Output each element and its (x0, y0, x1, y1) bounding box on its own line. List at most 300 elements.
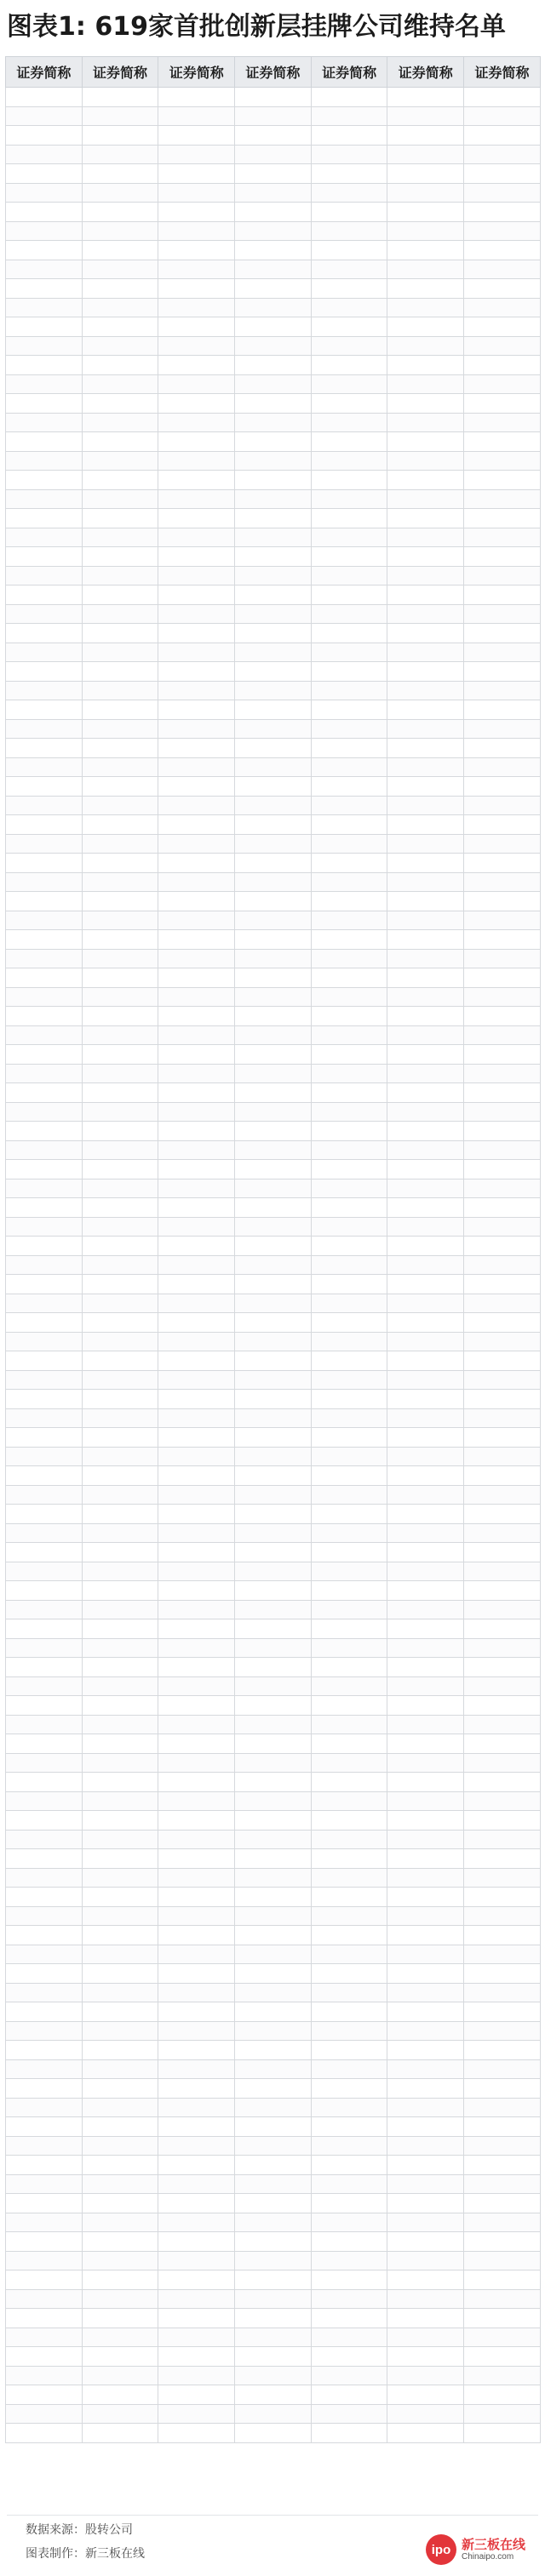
company-cell (464, 968, 541, 988)
company-cell (158, 815, 235, 835)
company-cell (311, 1581, 387, 1601)
company-cell (158, 1811, 235, 1831)
company-cell (235, 1581, 312, 1601)
company-cell (464, 2041, 541, 2060)
table-row (6, 1715, 541, 1734)
company-cell (311, 2328, 387, 2347)
company-cell (235, 106, 312, 126)
table-row (6, 1351, 541, 1371)
company-cell (158, 1045, 235, 1065)
company-cell (387, 1007, 464, 1026)
table-row (6, 2424, 541, 2443)
company-cell (464, 1198, 541, 1218)
company-cell (387, 2174, 464, 2194)
company-cell (387, 815, 464, 835)
company-cell (387, 471, 464, 490)
company-cell (158, 164, 235, 184)
company-cell (464, 1370, 541, 1390)
company-cell (82, 1562, 158, 1581)
company-cell (82, 336, 158, 356)
company-cell (82, 1255, 158, 1275)
table-row (6, 528, 541, 547)
company-cell (387, 1773, 464, 1792)
company-cell (82, 2385, 158, 2405)
company-cell (235, 1543, 312, 1562)
company-cell (464, 872, 541, 892)
company-cell (158, 1676, 235, 1696)
company-cell (82, 1390, 158, 1409)
company-cell (158, 2309, 235, 2328)
company-cell (311, 624, 387, 643)
company-cell (6, 1313, 83, 1333)
company-cell (464, 183, 541, 203)
company-cell (464, 1562, 541, 1581)
company-cell (311, 968, 387, 988)
company-cell (235, 489, 312, 509)
company-cell (6, 106, 83, 126)
table-row (6, 1447, 541, 1466)
company-cell (464, 356, 541, 375)
company-cell (158, 2079, 235, 2099)
company-cell (158, 2059, 235, 2079)
table-row (6, 624, 541, 643)
company-cell (311, 2213, 387, 2232)
company-cell (464, 2156, 541, 2175)
company-cell (235, 854, 312, 873)
company-cell (387, 1160, 464, 1179)
company-cell (6, 796, 83, 815)
company-cell (464, 260, 541, 279)
company-cell (387, 2021, 464, 2041)
company-cell (158, 1906, 235, 1926)
company-cell (6, 1926, 83, 1945)
company-cell (387, 2289, 464, 2309)
company-cell (387, 489, 464, 509)
company-cell (82, 1581, 158, 1601)
company-cell (387, 1237, 464, 1256)
company-cell (158, 1505, 235, 1524)
company-cell (158, 854, 235, 873)
company-cell (158, 1562, 235, 1581)
company-cell (387, 1676, 464, 1696)
company-cell (311, 374, 387, 394)
company-cell (6, 1083, 83, 1103)
company-cell (464, 1064, 541, 1083)
company-cell (158, 1447, 235, 1466)
company-cell (387, 739, 464, 758)
company-cell (311, 930, 387, 950)
company-cell (82, 1179, 158, 1198)
company-cell (464, 317, 541, 337)
company-cell (235, 930, 312, 950)
company-cell (387, 757, 464, 777)
company-cell (464, 700, 541, 720)
company-cell (6, 854, 83, 873)
company-cell (387, 1485, 464, 1505)
company-cell (387, 1428, 464, 1448)
names-table (5, 56, 541, 2443)
company-cell (158, 1868, 235, 1888)
company-cell (311, 1791, 387, 1811)
table-row (6, 1696, 541, 1716)
company-cell (82, 1849, 158, 1869)
company-cell (311, 1160, 387, 1179)
table-row (6, 1025, 541, 1045)
company-cell (387, 2328, 464, 2347)
company-cell (464, 1025, 541, 1045)
company-cell (82, 451, 158, 471)
company-cell (82, 1676, 158, 1696)
table-row (6, 2194, 541, 2213)
company-cell (464, 643, 541, 662)
company-cell (464, 88, 541, 107)
company-cell (158, 183, 235, 203)
company-cell (235, 1332, 312, 1351)
company-cell (387, 1045, 464, 1065)
company-cell (6, 1294, 83, 1313)
table-row (6, 1428, 541, 1448)
company-cell (235, 2041, 312, 2060)
company-cell (235, 2347, 312, 2367)
table-row (6, 1390, 541, 1409)
company-cell (82, 777, 158, 797)
company-cell (464, 2002, 541, 2022)
company-cell (464, 1351, 541, 1371)
company-cell (235, 2270, 312, 2290)
company-cell (158, 1888, 235, 1907)
company-cell (387, 1983, 464, 2002)
company-cell (235, 2174, 312, 2194)
company-cell (235, 2156, 312, 2175)
company-cell (387, 2232, 464, 2252)
company-cell (82, 374, 158, 394)
company-cell (387, 1370, 464, 1390)
company-cell (235, 834, 312, 854)
company-cell (82, 815, 158, 835)
company-cell (82, 1926, 158, 1945)
table-row (6, 413, 541, 432)
company-cell (311, 145, 387, 164)
company-cell (387, 1906, 464, 1926)
company-cell (6, 2366, 83, 2385)
company-cell (235, 2424, 312, 2443)
company-cell (158, 1313, 235, 1333)
table-row (6, 336, 541, 356)
company-cell (311, 1007, 387, 1026)
company-cell (235, 317, 312, 337)
company-cell (464, 1275, 541, 1294)
company-cell (235, 260, 312, 279)
company-cell (464, 1045, 541, 1065)
table-row (6, 2174, 541, 2194)
company-cell (82, 2156, 158, 2175)
company-cell (311, 489, 387, 509)
company-cell (311, 2232, 387, 2252)
company-cell (235, 1294, 312, 1313)
company-cell (464, 1638, 541, 1658)
table-row (6, 2404, 541, 2424)
company-cell (464, 203, 541, 222)
company-cell (311, 1773, 387, 1792)
company-cell (158, 1179, 235, 1198)
company-cell (235, 2136, 312, 2156)
company-cell (235, 739, 312, 758)
company-cell (311, 949, 387, 968)
company-cell (235, 1466, 312, 1486)
company-cell (6, 2098, 83, 2117)
company-cell (235, 2213, 312, 2232)
company-cell (311, 1122, 387, 1141)
company-cell (158, 1523, 235, 1543)
table-row (6, 509, 541, 528)
company-cell (387, 834, 464, 854)
company-cell (158, 1715, 235, 1734)
table-row (6, 2156, 541, 2175)
company-cell (311, 413, 387, 432)
company-cell (158, 2328, 235, 2347)
company-cell (82, 298, 158, 317)
table-row (6, 1255, 541, 1275)
company-cell (158, 1275, 235, 1294)
company-cell (82, 2309, 158, 2328)
company-cell (235, 1428, 312, 1448)
company-cell (311, 1868, 387, 1888)
company-cell (311, 1313, 387, 1333)
company-cell (311, 451, 387, 471)
company-cell (158, 1332, 235, 1351)
table-row (6, 1408, 541, 1428)
table-row (6, 2309, 541, 2328)
company-cell (464, 1466, 541, 1486)
company-cell (82, 1275, 158, 1294)
company-cell (6, 336, 83, 356)
company-cell (387, 1332, 464, 1351)
company-cell (311, 757, 387, 777)
company-cell (311, 2289, 387, 2309)
company-cell (235, 336, 312, 356)
company-cell (464, 1160, 541, 1179)
company-cell (387, 1466, 464, 1486)
company-cell (6, 834, 83, 854)
company-cell (235, 719, 312, 739)
table-row (6, 164, 541, 184)
company-cell (235, 145, 312, 164)
table-row (6, 834, 541, 854)
company-cell (311, 2309, 387, 2328)
company-cell (82, 1140, 158, 1160)
company-cell (82, 2404, 158, 2424)
company-cell (6, 719, 83, 739)
company-cell (311, 872, 387, 892)
company-cell (6, 1581, 83, 1601)
company-cell (387, 2098, 464, 2117)
company-cell (6, 1351, 83, 1371)
company-cell (464, 892, 541, 911)
company-cell (82, 1888, 158, 1907)
company-cell (82, 2059, 158, 2079)
table-row (6, 2328, 541, 2347)
company-cell (464, 1581, 541, 1601)
table-row (6, 1523, 541, 1543)
company-cell (82, 1983, 158, 2002)
company-cell (464, 241, 541, 260)
company-cell (82, 604, 158, 624)
company-cell (387, 1945, 464, 1964)
company-cell (6, 1906, 83, 1926)
company-cell (235, 1275, 312, 1294)
table-row (6, 1868, 541, 1888)
company-cell (158, 432, 235, 452)
company-cell (82, 739, 158, 758)
company-cell (82, 183, 158, 203)
company-cell (82, 987, 158, 1007)
company-cell (158, 2194, 235, 2213)
company-cell (82, 930, 158, 950)
logo-mark-text: ipo (431, 2542, 451, 2557)
company-cell (82, 1715, 158, 1734)
company-cell (311, 432, 387, 452)
company-cell (464, 624, 541, 643)
company-cell (158, 260, 235, 279)
company-cell (464, 2059, 541, 2079)
company-cell (464, 796, 541, 815)
company-cell (82, 1791, 158, 1811)
company-cell (82, 2213, 158, 2232)
company-cell (464, 1083, 541, 1103)
company-cell (82, 2117, 158, 2137)
company-cell (158, 241, 235, 260)
company-cell (82, 509, 158, 528)
company-cell (235, 2366, 312, 2385)
company-cell (6, 1868, 83, 1888)
table-row (6, 2059, 541, 2079)
company-cell (387, 872, 464, 892)
company-cell (158, 2002, 235, 2022)
company-cell (82, 432, 158, 452)
company-cell (235, 1791, 312, 1811)
company-cell (235, 183, 312, 203)
company-cell (82, 1408, 158, 1428)
company-cell (6, 2174, 83, 2194)
table-row (6, 1676, 541, 1696)
company-cell (82, 1734, 158, 1754)
company-cell (235, 1619, 312, 1639)
company-cell (464, 1715, 541, 1734)
company-cell (311, 2424, 387, 2443)
company-cell (387, 1447, 464, 1466)
company-cell (6, 1773, 83, 1792)
company-cell (464, 1523, 541, 1543)
company-cell (311, 260, 387, 279)
company-cell (6, 566, 83, 585)
company-cell (235, 949, 312, 968)
company-cell (464, 777, 541, 797)
company-cell (6, 164, 83, 184)
table-row (6, 1638, 541, 1658)
company-cell (464, 566, 541, 585)
company-cell (235, 1122, 312, 1141)
company-cell (311, 164, 387, 184)
table-row (6, 221, 541, 241)
company-cell (311, 1447, 387, 1466)
company-cell (387, 183, 464, 203)
company-cell (464, 1791, 541, 1811)
table-row (6, 1064, 541, 1083)
company-cell (464, 757, 541, 777)
company-cell (464, 1505, 541, 1524)
company-cell (464, 1313, 541, 1333)
company-cell (387, 1830, 464, 1849)
company-cell (387, 1255, 464, 1275)
company-cell (6, 2194, 83, 2213)
table-row (6, 2136, 541, 2156)
table-row (6, 872, 541, 892)
company-cell (387, 2002, 464, 2022)
company-cell (311, 1658, 387, 1677)
company-cell (235, 528, 312, 547)
company-cell (311, 892, 387, 911)
logo-mark-icon (426, 2534, 456, 2565)
company-cell (387, 241, 464, 260)
company-cell (82, 489, 158, 509)
company-cell (158, 1064, 235, 1083)
company-cell (464, 1849, 541, 1869)
company-cell (82, 757, 158, 777)
company-cell (158, 2156, 235, 2175)
table-row (6, 1791, 541, 1811)
company-cell (235, 796, 312, 815)
company-cell (6, 413, 83, 432)
company-cell (311, 1466, 387, 1486)
company-cell (464, 471, 541, 490)
table-header-row (6, 57, 541, 88)
table-row (6, 88, 541, 107)
company-cell (6, 1562, 83, 1581)
company-cell (464, 1179, 541, 1198)
company-cell (311, 547, 387, 567)
company-cell (6, 1830, 83, 1849)
company-cell (82, 1217, 158, 1237)
company-cell (235, 1830, 312, 1849)
company-cell (158, 585, 235, 605)
table-row (6, 1906, 541, 1926)
company-cell (235, 2002, 312, 2022)
company-cell (158, 298, 235, 317)
company-cell (387, 987, 464, 1007)
company-cell (235, 1007, 312, 1026)
company-cell (158, 1294, 235, 1313)
company-cell (235, 432, 312, 452)
company-cell (82, 2289, 158, 2309)
company-cell (158, 1428, 235, 1448)
company-cell (158, 1140, 235, 1160)
company-cell (158, 1964, 235, 1984)
company-cell (464, 1888, 541, 1907)
company-cell (158, 2021, 235, 2041)
company-cell (387, 796, 464, 815)
company-cell (235, 1696, 312, 1716)
company-cell (235, 1064, 312, 1083)
company-cell (311, 1830, 387, 1849)
company-cell (311, 585, 387, 605)
company-cell (158, 872, 235, 892)
company-cell (235, 2021, 312, 2041)
company-cell (464, 1294, 541, 1313)
company-cell (387, 949, 464, 968)
company-cell (158, 1025, 235, 1045)
company-cell (6, 279, 83, 299)
company-cell (235, 2328, 312, 2347)
